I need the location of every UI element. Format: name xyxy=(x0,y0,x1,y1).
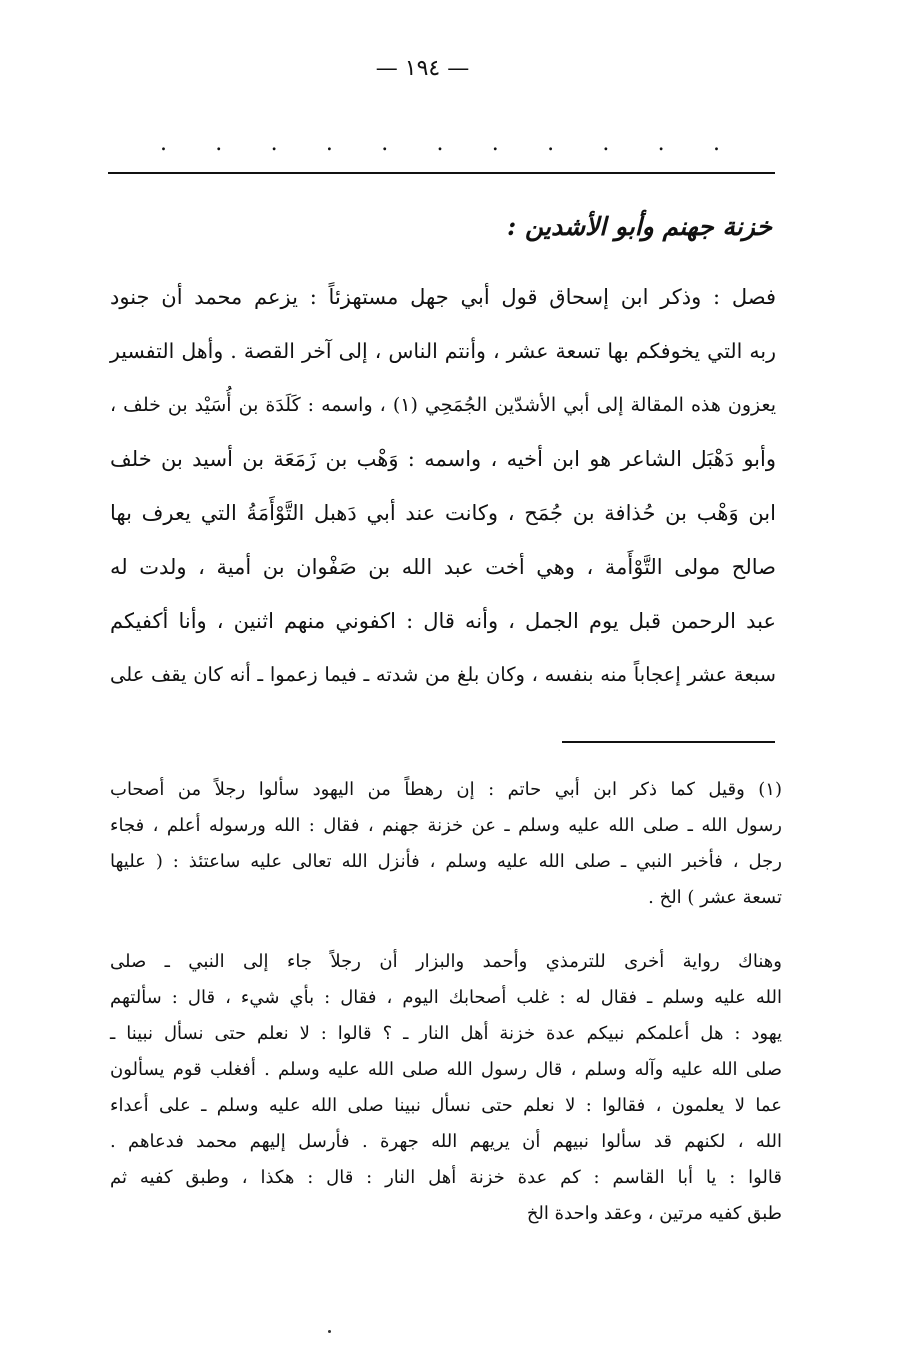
section-heading: خزنة جهنم وأبو الأشدين : xyxy=(507,212,772,241)
footnote-line: طبق كفيه مرتين ، وعقد واحدة الخ xyxy=(526,1203,782,1224)
footnote-line: عما لا يعلمون ، فقالوا : لا نعلم حتى نسأل نبينا صلى الله عليه وسلم ـ على أعداء xyxy=(110,1095,782,1116)
separator-dot: . xyxy=(325,131,333,156)
separator-dot: . xyxy=(491,131,499,156)
text-line: صالح مولى التَّوْأَمة ، وهي أخت عبد الله بن صَفْوان بن أمية ، ولدت له xyxy=(110,555,776,579)
text-line: ربه التي يخوفكم بها تسعة عشر ، وأنتم الناس ، إلى آخر القصة . وأهل التفسير xyxy=(110,339,776,363)
footnote-2 xyxy=(110,944,782,1232)
separator-dot: . xyxy=(436,131,444,156)
footnotes xyxy=(110,772,782,1232)
footnote-line: رجل ، فأخبر النبي ـ صلى الله عليه وسلم ، فأنزل الله تعالى عليه ساعتئذ : ( عليها xyxy=(110,851,782,872)
text-line: وأبو دَهْبَل الشاعر هو ابن أخيه ، واسمه : وَهْب بن زَمَعَة بن أسيد بن خلف xyxy=(110,447,776,471)
text-line: عبد الرحمن قبل يوم الجمل ، وأنه قال : اكفوني منهم اثنين ، وأنا أكفيكم xyxy=(110,609,776,633)
separator-dot: . xyxy=(712,131,720,156)
separator-dot: . xyxy=(547,131,555,156)
footnote-line: تسعة عشر ) الخ . xyxy=(648,887,782,908)
footnote-line: الله عليه وسلم ـ فقال له : غلب أصحابك اليوم ، فقال : بأي شيء ، قال : سألتهم xyxy=(110,987,782,1008)
footnote-line: الله ، لكنهم قد سألوا نبيهم أن يريهم الله جهرة . فأرسل إليهم محمد فدعاهم . xyxy=(110,1131,782,1152)
footnote-1 xyxy=(110,772,782,916)
separator-dot: . xyxy=(602,131,610,156)
footnote-line: وهناك رواية أخرى للترمذي وأحمد والبزار أن رجلاً جاء إلى النبي ـ صلى xyxy=(110,951,782,972)
footnote-line: رسول الله ـ صلى الله عليه وسلم ـ عن خزنة جهنم ، فقال : الله ورسوله أعلم ، فجاء xyxy=(110,815,782,836)
text-line: ابن وَهْب بن حُذافة بن جُمَح ، وكانت عند أبي دَهبل التَّوْأَمَةُ التي يعرف بها xyxy=(110,501,776,525)
paper-speck xyxy=(328,1330,331,1333)
page-number: — ١٩٤ — xyxy=(375,56,470,81)
separator-dot: . xyxy=(657,131,665,156)
text-line: فصل : وذكر ابن إسحاق قول أبي جهل مستهزئاً : يزعم محمد أن جنود xyxy=(110,285,776,309)
separator-dot: . xyxy=(270,131,278,156)
separator-dot: . xyxy=(381,131,389,156)
text-line: يعزون هذه المقالة إلى أبي الأشدّين الجُمَحِي (١) ، واسمه : كَلَدَة بن أُسَيْد بن خلف ، xyxy=(110,394,776,416)
separator-dot: . xyxy=(215,131,223,156)
footnote-line: صلى الله عليه وآله وسلم ، قال رسول الله صلى الله عليه وسلم . أفغلب قوم يسألون xyxy=(110,1059,782,1080)
text-line: سبعة عشر إعجاباً منه بنفسه ، وكان بلغ من شدته ـ فيما زعموا ـ أنه كان يقف على xyxy=(110,663,776,686)
footnote-line: يهود : هل أعلمكم نبيكم عدة خزنة أهل النار ـ ؟ قالوا : لا نعلم حتى نسأل نبينا ـ xyxy=(110,1023,782,1044)
footnote-rule xyxy=(562,741,775,743)
main-text xyxy=(110,270,776,702)
header-rule xyxy=(108,172,775,174)
separator-dots xyxy=(160,131,720,156)
footnote-line: قالوا : يا أبا القاسم : كم عدة خزنة أهل النار : قال : هكذا ، وطبق كفيه ثم xyxy=(110,1167,782,1188)
separator-dot: . xyxy=(160,131,167,156)
footnote-line: (١) وقيل كما ذكر ابن أبي حاتم : إن رهطاً من اليهود سألوا رجلاً من أصحاب xyxy=(110,779,782,800)
